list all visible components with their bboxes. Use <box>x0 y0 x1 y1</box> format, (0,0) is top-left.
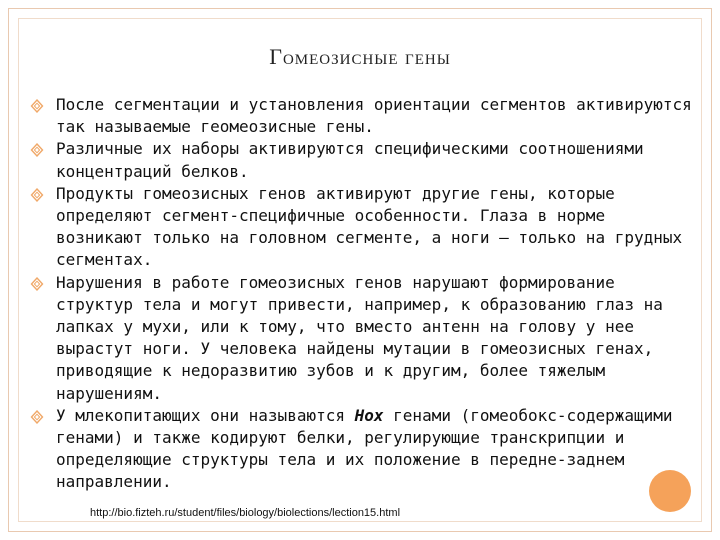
bullet-icon <box>30 143 44 157</box>
bullet-text: Продукты гомеозисных генов активируют другие гены, которые определяют сегмент-специфичные особенности. Глаза в норме возникают только на головном сегменте, а ноги – только на грудных сегментах. <box>56 183 683 270</box>
corner-orange-circle <box>649 470 691 512</box>
bullet-icon <box>30 99 44 113</box>
bullet-list <box>26 94 698 494</box>
bullet-icon <box>30 277 44 291</box>
bullet-item <box>26 183 698 272</box>
bullet-text-after: генами (гомеобокс-содержащими генами) и также кодируют белки, регулирующие транскрипции и определяющие структуры тела и их положение в передне-заднем направлении. <box>56 405 673 492</box>
bullet-item <box>26 138 698 182</box>
slide <box>8 8 712 532</box>
source-link[interactable]: http://bio.fizteh.ru/student/files/biology/biolections/lection15.html <box>90 507 401 519</box>
bullet-item <box>26 94 698 138</box>
bullet-icon <box>30 188 44 202</box>
hox-term: Hox <box>354 405 384 425</box>
bullet-text-before: У млекопитающих они называются <box>56 405 355 425</box>
bullet-text: Нарушения в работе гомеозисных генов нарушают формирование структур тела и могут привести, например, к образованию глаз на лапках у мухи, или к тому, что вместо антенн на голову у нее вырастут ноги. У человека найдены мутации в гомеозисных генах, приводящие к недоразвитию зубов и к другим, более тяжелым нарушениям. <box>56 272 663 403</box>
bullet-item <box>26 272 698 405</box>
bullet-item <box>26 405 698 494</box>
bullet-text: После сегментации и установления ориентации сегментов активируются так называемые геомеозисные гены. <box>56 95 692 137</box>
bullet-icon <box>30 410 44 424</box>
bullet-text: Различные их наборы активируются специфическими соотношениями концентраций белков. <box>56 139 644 181</box>
slide-title: Гомеозисные гены <box>269 44 451 69</box>
